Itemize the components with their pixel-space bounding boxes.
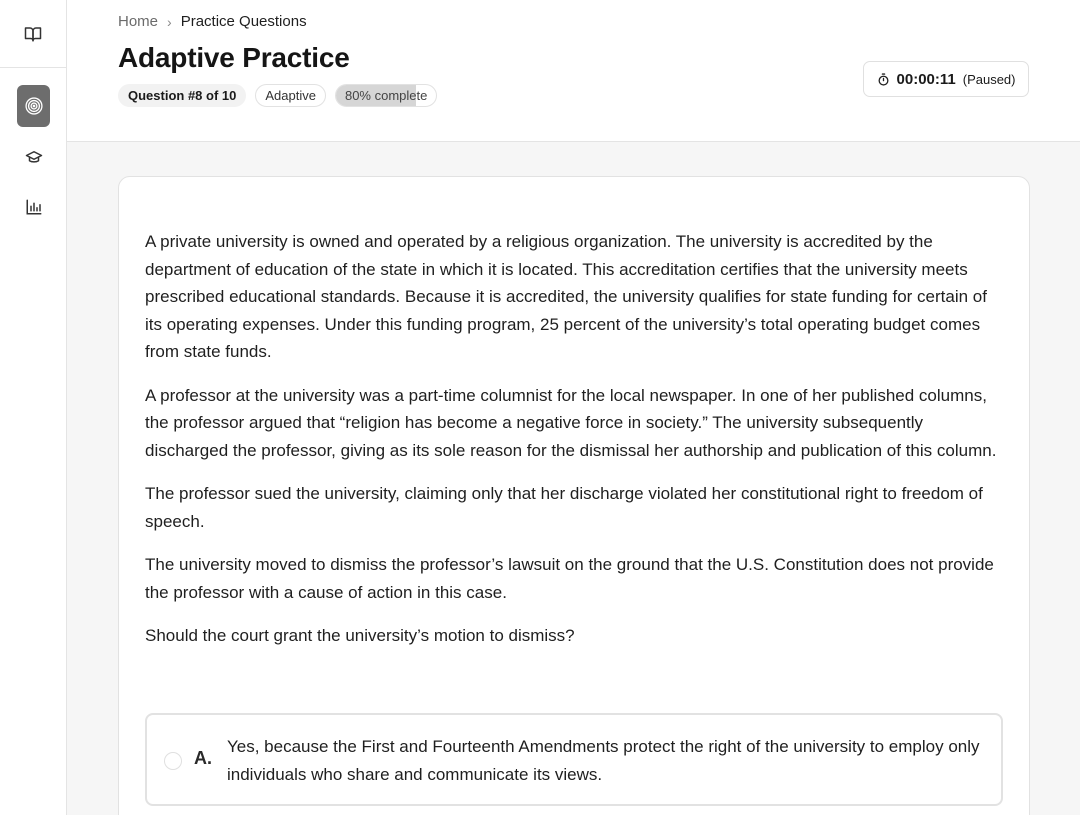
question-paragraph: A private university is owned and operated by a religious organization. The university is accredited by the department of education of the state in which it is located. This accreditation certifies that the university meets prescribed educational standards. Because it is accredited, the university qualifies for state funding for certain of its operating expenses. Under this funding program, 25 percent of the university’s total operating budget comes from state funds. — [145, 232, 987, 361]
sidebar-item-learn[interactable] — [17, 136, 50, 178]
answer-option-a[interactable] — [145, 713, 1003, 806]
option-letter: A. — [194, 748, 212, 768]
page-title: Adaptive Practice — [118, 42, 350, 73]
sidebar-item-practice[interactable] — [17, 85, 50, 127]
breadcrumb — [118, 13, 307, 30]
question-counter-badge: Question #8 of 10 — [118, 84, 246, 107]
option-radio[interactable] — [164, 752, 182, 770]
chevron-right-icon: › — [167, 13, 172, 30]
progress-badge — [335, 84, 437, 107]
status-badges — [118, 84, 437, 107]
progress-label: 80% complete — [344, 88, 428, 103]
timer[interactable] — [863, 61, 1029, 97]
open-book-icon — [24, 25, 42, 43]
breadcrumb-current: Practice Questions — [180, 13, 307, 30]
stopwatch-icon — [877, 73, 890, 86]
timer-value: 00:00:11 — [896, 70, 956, 88]
sidebar-item-stats[interactable] — [17, 186, 50, 228]
question-card — [118, 176, 1030, 815]
question-paragraph: A professor at the university was a part-time columnist for the local newspaper. In one of her published columns, the professor argued that “religion has become a negative force in society.” The university subsequently discharged the professor, giving as its sole reason for the dismissal her authorship and publication of this column. — [145, 385, 997, 460]
page-header — [67, 0, 1080, 142]
option-text: Yes, because the First and Fourteenth Amendments protect the right of the university to employ only individuals who share and communicate its views. — [227, 737, 980, 784]
question-prompt: Should the court grant the university’s motion to dismiss? — [145, 626, 575, 645]
bar-chart-icon — [25, 198, 43, 216]
breadcrumb-home[interactable]: Home — [118, 13, 159, 30]
mode-badge: Adaptive — [255, 84, 326, 107]
timer-state: (Paused) — [962, 71, 1016, 87]
question-paragraph: The professor sued the university, claiming only that her discharge violated her constitutional right to freedom of speech. — [145, 484, 983, 531]
target-icon — [24, 96, 44, 116]
sidebar-logo[interactable] — [0, 0, 66, 68]
question-stem — [145, 228, 1005, 666]
question-paragraph: The university moved to dismiss the professor’s lawsuit on the ground that the U.S. Constitution does not provide the professor with a cause of action in this case. — [145, 555, 994, 602]
graduation-cap-icon — [25, 148, 43, 166]
sidebar — [0, 0, 67, 815]
